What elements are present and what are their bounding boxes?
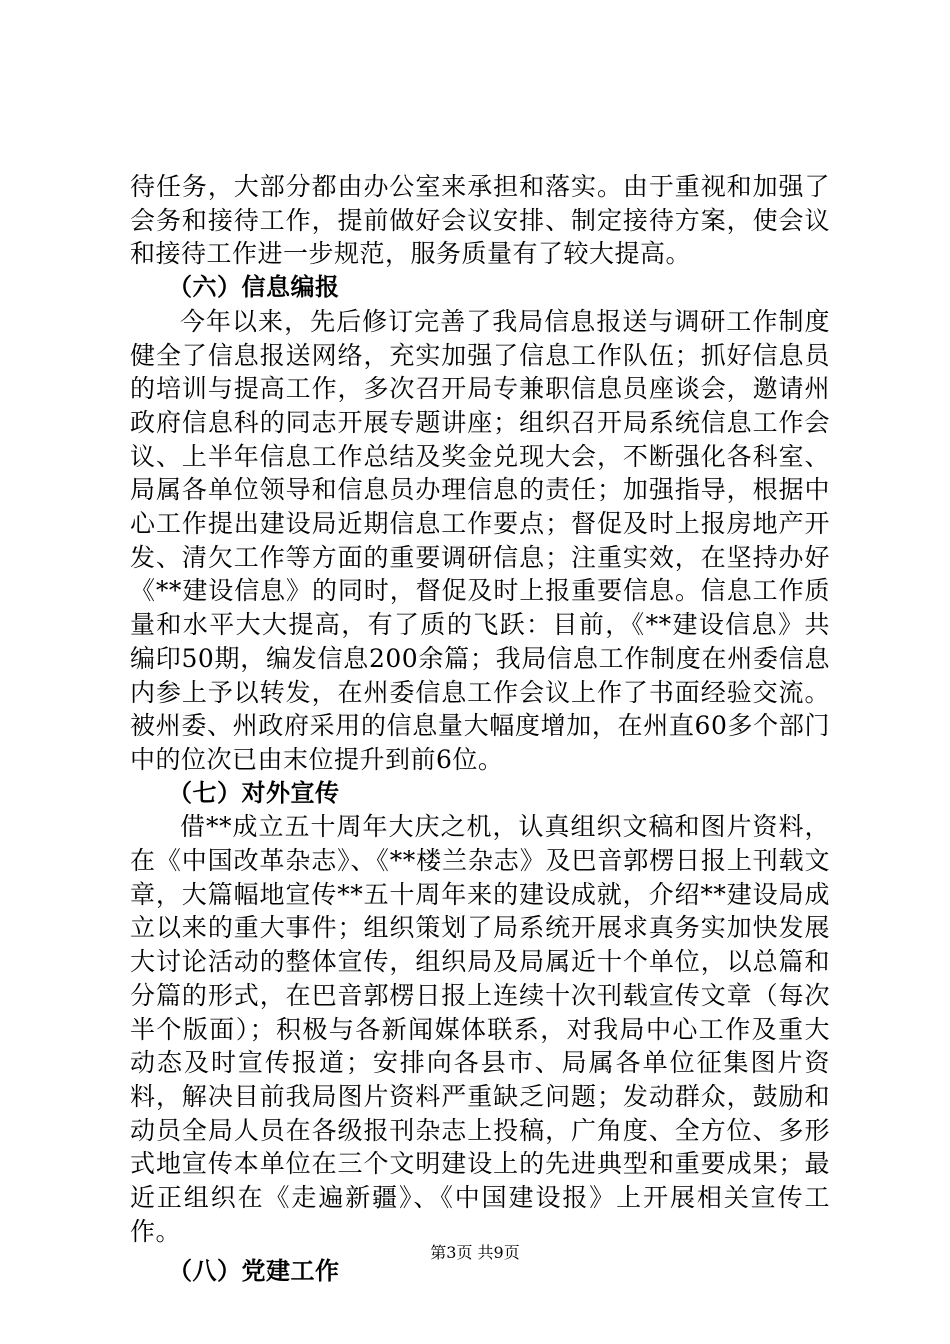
page-footer: 第3页 共9页 [430,1243,520,1262]
paragraph-info-reporting: 今年以来，先后修订完善了我局信息报送与调研工作制度健全了信息报送网络，充实加强了信息工作队伍；抓好信息员的培训与提高工作，多次召开局专兼职信息员座谈会，邀请州政府信息科的同志开展专题讲座；组织召开局系统信息工作会议、上半年信息工作总结及奖金兑现大会，不断强化各科室、局属各单位领导和信息员办理信息的责任；加强指导，根据中心工作提出建设局近期信息工作要点；督促及时上报房地产开发、清欠工作等方面的重要调研信息；注重实效，在坚持办好《**建设信息》的同时，督促及时上报重要信息。信息工作质量和水平大大提高，有了质的飞跃：目前，《**建设信息》共编印50期，编发信息200余篇；我局信息工作制度在州委信息内参上予以转发，在州委信息工作会议上作了书面经验交流。被州委、州政府采用的信息量大幅度增加，在州直60多个部门中的位次已由末位提升到前6位。 [130,306,830,774]
document-body [130,170,830,1288]
section-heading-publicity: （七）对外宣传 [168,778,340,807]
paragraph-publicity: 借**成立五十周年大庆之机，认真组织文稿和图片资料，在《中国改革杂志》、《**楼兰杂志》及巴音郭楞日报上刊载文章，大篇幅地宣传**五十周年来的建设成就，介绍**建设局成立以来的重大事件；组织策划了局系统开展求真务实加快发展大讨论活动的整体宣传，组织局及局属近十个单位，以总篇和分篇的形式，在巴音郭楞日报上连续十次刊载宣传文章（每次半个版面）；积极与各新闻媒体联系，对我局中心工作及重大动态及时宣传报道；安排向各县市、局属各单位征集图片资料，解决目前我局图片资料严重缺乏问题；发动群众，鼓励和动员全局人员在各级报刊杂志上投稿，广角度、全方位、多形式地宣传本单位在三个文明建设上的先进典型和重要成果；最近正组织在《走遍新疆》、《中国建设报》上开展相关宣传工作。 [130,812,830,1246]
section-heading-info-reporting: （六）信息编报 [168,273,340,302]
section-heading-party-building: （八）党建工作 [168,1256,340,1285]
paragraph-reception-work: 待任务，大部分都由办公室来承担和落实。由于重视和加强了会务和接待工作，提前做好会议安排、制定接待方案，使会议和接待工作进一步规范，服务质量有了较大提高。 [130,172,830,269]
